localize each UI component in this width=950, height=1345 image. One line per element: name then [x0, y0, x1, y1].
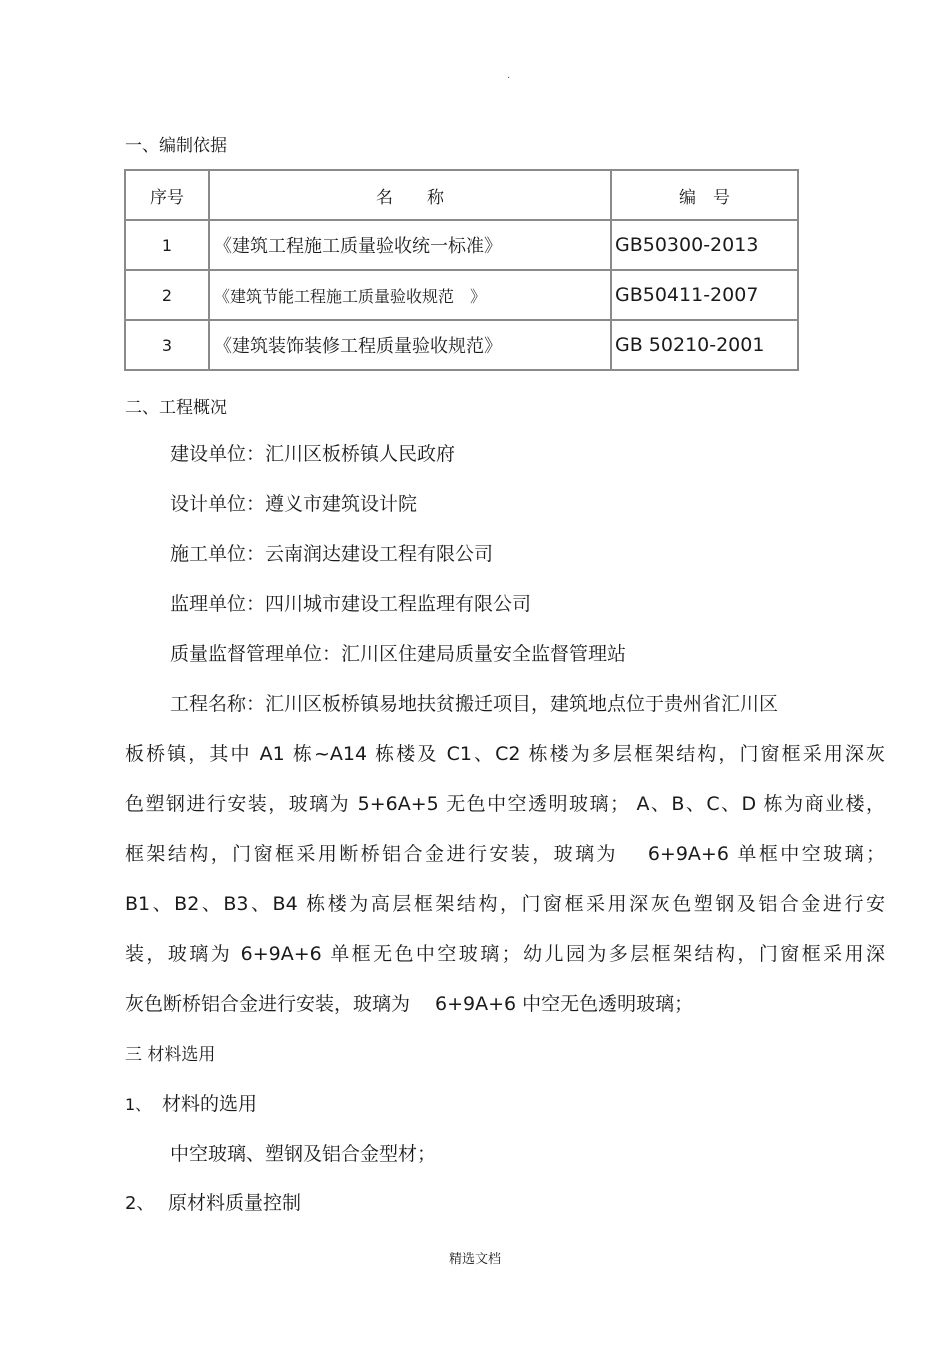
project-description-line: 灰色断桥铝合金进行安装，玻璃为 6+9A+6 中空无色透明玻璃；	[125, 993, 694, 1015]
table-header-row	[125, 170, 798, 220]
design-unit: 设计单位：遵义市建筑设计院	[170, 493, 418, 515]
row-index: 2	[125, 270, 209, 320]
quality-supervision-unit: 质量监督管理单位：汇川区住建局质量安全监督管理站	[170, 643, 627, 665]
builder-unit: 施工单位：云南润达建设工程有限公司	[170, 543, 494, 565]
supervision-unit: 监理单位：四川城市建设工程监理有限公司	[170, 593, 532, 615]
standards-table	[124, 169, 799, 371]
page-footer: 精选文档	[448, 1252, 501, 1267]
item-2-title: 原材料质量控制	[168, 1192, 302, 1214]
header-name: 名 称	[209, 170, 611, 220]
item-1-number: 1、	[125, 1095, 152, 1114]
row-code: GB 50210-2001	[611, 320, 798, 370]
project-description-line: 框架结构，门窗框采用断桥铝合金进行安装，玻璃为 6+9A+6 单框中空玻璃；	[125, 843, 885, 865]
table-row	[125, 320, 798, 370]
construction-unit: 建设单位：汇川区板桥镇人民政府	[170, 443, 456, 465]
row-name: 《建筑节能工程施工质量验收规范 》	[209, 270, 611, 320]
table-row	[125, 220, 798, 270]
row-index: 3	[125, 320, 209, 370]
section-3-heading: 三 材料选用	[125, 1045, 216, 1065]
item-1-title: 材料的选用	[162, 1093, 258, 1115]
header-index: 序号	[125, 170, 209, 220]
row-index: 1	[125, 220, 209, 270]
project-description-line: 装，玻璃为 6+9A+6 单框无色中空玻璃；幼儿园为多层框架结构，门窗框采用深	[125, 943, 885, 965]
project-description-line: 板桥镇，其中 A1 栋~A14 栋楼及 C1、C2 栋楼为多层框架结构，门窗框采用深灰	[125, 743, 885, 765]
project-description-line: 工程名称：汇川区板桥镇易地扶贫搬迁项目，建筑地点位于贵州省汇川区	[170, 693, 779, 715]
item-1-text: 中空玻璃、塑钢及铝合金型材；	[170, 1143, 437, 1165]
row-name: 《建筑装饰装修工程质量验收规范》	[209, 320, 611, 370]
header-code: 编 号	[611, 170, 798, 220]
item-2-number: 2、	[125, 1193, 155, 1214]
page-marker: .	[507, 70, 511, 81]
project-description-line: 色塑钢进行安装，玻璃为 5+6A+5 无色中空透明玻璃； A、B、C、D 栋为商业楼，	[125, 793, 885, 815]
row-code: GB50411-2007	[611, 270, 798, 320]
section-1-heading: 一、编制依据	[125, 136, 227, 156]
project-description-line: B1、B2、B3、B4 栋楼为高层框架结构，门窗框采用深灰色塑钢及铝合金进行安	[125, 893, 885, 915]
section-2-heading: 二、工程概况	[125, 398, 227, 418]
table-row	[125, 270, 798, 320]
row-code: GB50300-2013	[611, 220, 798, 270]
row-name: 《建筑工程施工质量验收统一标准》	[209, 220, 611, 270]
